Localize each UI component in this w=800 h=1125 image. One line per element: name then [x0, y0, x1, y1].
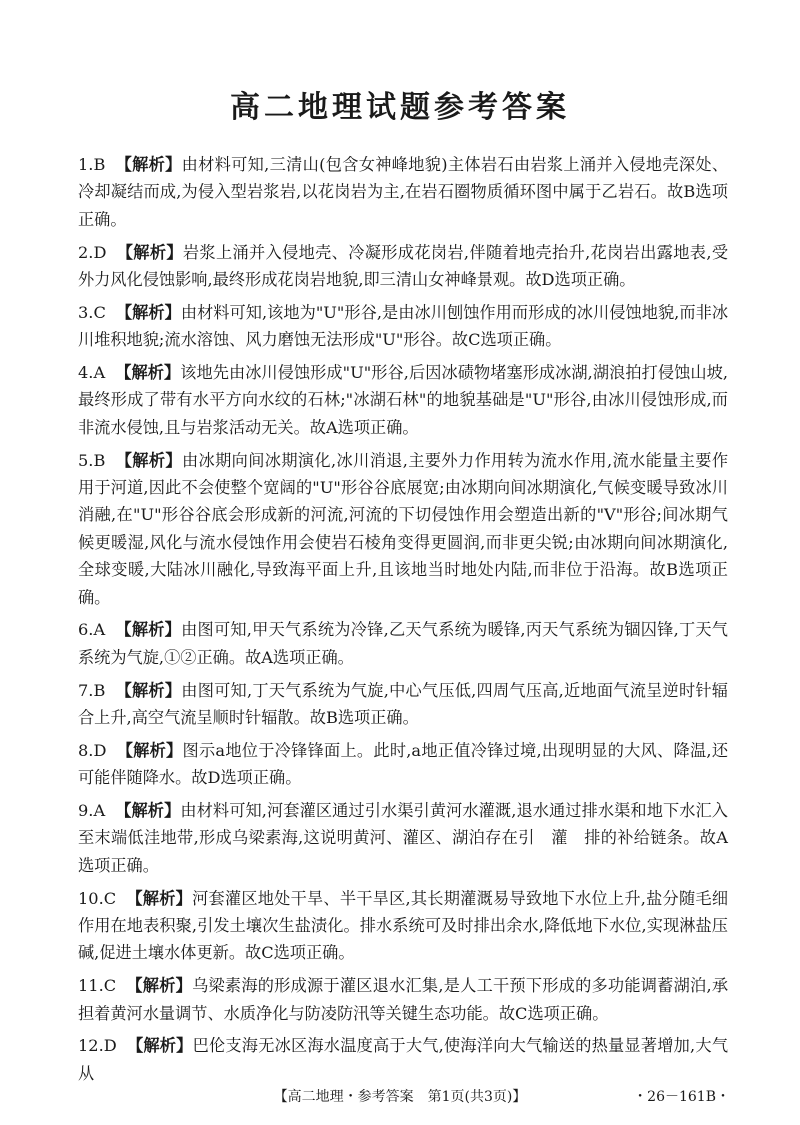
question-number: 12. — [78, 1036, 104, 1056]
answer-option: A — [93, 363, 106, 383]
analysis-tag: 【解析】 — [115, 680, 182, 700]
answer-text: 乌梁素海的形成源于灌区退水汇集,是人工干预下形成的多功能调蓄湖泊,承担着黄河水量调节、水质净化与防凌防汛等关键生态功能。故C选项正确。 — [78, 976, 729, 1023]
answer-option: C — [93, 302, 106, 322]
question-number: 2. — [78, 242, 94, 262]
question-number: 5. — [78, 450, 94, 470]
answer-item — [78, 239, 728, 294]
answer-text: 由图可知,甲天气系统为冷锋,乙天气系统为暖锋,丙天气系统为锢囚锋,丁天气系统为气旋,①②正确。故A选项正确。 — [78, 620, 728, 667]
answer-option: B — [93, 155, 106, 174]
answer-item — [78, 447, 728, 611]
answer-list — [78, 151, 728, 1093]
answer-text: 由图可知,丁天气系统为气旋,中心气压低,四周气压高,近地面气流呈逆时针辐合上升,高空气流呈顺时针辐散。故B选项正确。 — [78, 680, 728, 728]
analysis-tag: 【解析】 — [126, 976, 193, 996]
answer-option: A — [93, 801, 106, 821]
answer-option: D — [93, 740, 107, 760]
answer-item — [78, 299, 728, 354]
answer-item — [78, 616, 728, 671]
answer-text: 岩浆上涌并入侵地壳、冷凝形成花岗岩,伴随着地壳抬升,花岗岩出露地表,受外力风化侵蚀影响,最终形成花岗岩地貌,即三清山女神峰景观。故D选项正确。 — [78, 242, 729, 290]
question-number: 9. — [78, 801, 94, 821]
answer-item — [78, 677, 728, 732]
question-number: 10. — [78, 888, 104, 908]
answer-text: 该地先由冰川侵蚀形成"U"形谷,后因冰碛物堵塞形成冰湖,湖浪拍打侵蚀山坡,最终形成了带有水平方向水纹的石林;"冰湖石林"的地貌基础是"U"形谷,由冰川侵蚀形成,而非流水侵蚀,且与岩浆活动无关。故A选项正确。 — [78, 363, 728, 437]
answer-text: 由材料可知,河套灌区通过引水渠引黄河水灌溉,退水通过排水渠和地下水汇入至末端低洼地带,形成乌梁素海,这说明黄河、灌区、湖泊存在引 灌 排的补给链条。故A选项正确。 — [78, 801, 728, 875]
answer-text: 图示a地位于冷锋锋面上。此时,a地正值冷锋过境,出现明显的大风、降温,还可能伴随降水。故D选项正确。 — [78, 740, 728, 788]
answer-option: D — [93, 242, 107, 262]
answer-item — [78, 359, 728, 441]
answer-option: C — [103, 888, 117, 908]
analysis-tag: 【解析】 — [126, 1036, 193, 1056]
answer-text: 由材料可知,三清山(包含女神峰地貌)主体岩石由岩浆上涌并入侵地壳深处、冷却凝结而成,为侵入型岩浆岩,以花岗岩为主,在岩石圈物质循环图中属于乙岩石。故B选项正确。 — [78, 155, 729, 229]
footer-page-info: 【高二地理・参考答案 第1页(共3页)】 — [273, 1089, 527, 1105]
answer-option: D — [103, 1036, 117, 1056]
answer-item — [78, 885, 728, 967]
analysis-tag: 【解析】 — [115, 620, 182, 640]
answer-item — [78, 972, 728, 1027]
analysis-tag: 【解析】 — [115, 450, 182, 470]
question-number: 1. — [78, 155, 94, 174]
footer-code: ・26－161B・ — [633, 1089, 730, 1105]
question-number: 6. — [78, 620, 94, 640]
analysis-tag: 【解析】 — [116, 242, 183, 262]
answer-option: B — [93, 450, 106, 470]
answer-option: C — [103, 976, 117, 996]
question-number: 8. — [78, 740, 94, 760]
answer-text: 巴伦支海无冰区海水温度高于大气,使海洋向大气输送的热量显著增加,大气从 — [78, 1036, 729, 1083]
answer-option: B — [93, 680, 106, 700]
analysis-tag: 【解析】 — [116, 740, 183, 760]
analysis-tag: 【解析】 — [126, 888, 193, 908]
question-number: 7. — [78, 680, 94, 700]
answer-item — [78, 737, 728, 792]
question-number: 4. — [78, 363, 94, 383]
answer-item — [78, 151, 728, 233]
page-title: 高二地理试题参考答案 — [230, 90, 570, 125]
analysis-tag: 【解析】 — [115, 302, 181, 322]
answer-option: A — [93, 620, 106, 640]
answer-text: 由冰期向间冰期演化,冰川消退,主要外力作用转为流水作用,流水能量主要作用于河道,因此不会使整个宽阔的"U"形谷谷底展宽;由冰期向间冰期演化,气候变暖导致冰川消融,在"U"形谷谷底会形成新的河流,河流的下切侵蚀作用会塑造出新的"V"形谷;间冰期气候更暖湿,风化与流水侵蚀作用会使岩石棱角变得更圆润,而非更尖锐;由冰期向间冰期演化,全球变暖,大陆冰川融化,导致海平面上升,且该地当时地处内陆,而非位于沿海。故B选项正确。 — [78, 450, 729, 607]
answer-text: 河套灌区地处干旱、半干旱区,其长期灌溉易导致地下水位上升,盐分随毛细作用在地表积聚,引发土壤次生盐渍化。排水系统可及时排出余水,降低地下水位,实现淋盐压碱,促进土壤水体更新。故C选项正确。 — [78, 888, 729, 963]
analysis-tag: 【解析】 — [115, 363, 181, 383]
question-number: 3. — [78, 302, 94, 322]
analysis-tag: 【解析】 — [115, 155, 182, 174]
answer-item — [78, 1032, 728, 1087]
answer-text: 由材料可知,该地为"U"形谷,是由冰川刨蚀作用而形成的冰川侵蚀地貌,而非冰川堆积地貌;流水溶蚀、风力磨蚀无法形成"U"形谷。故C选项正确。 — [78, 302, 729, 350]
question-number: 11. — [78, 976, 104, 996]
analysis-tag: 【解析】 — [115, 801, 181, 821]
answer-item — [78, 797, 728, 879]
